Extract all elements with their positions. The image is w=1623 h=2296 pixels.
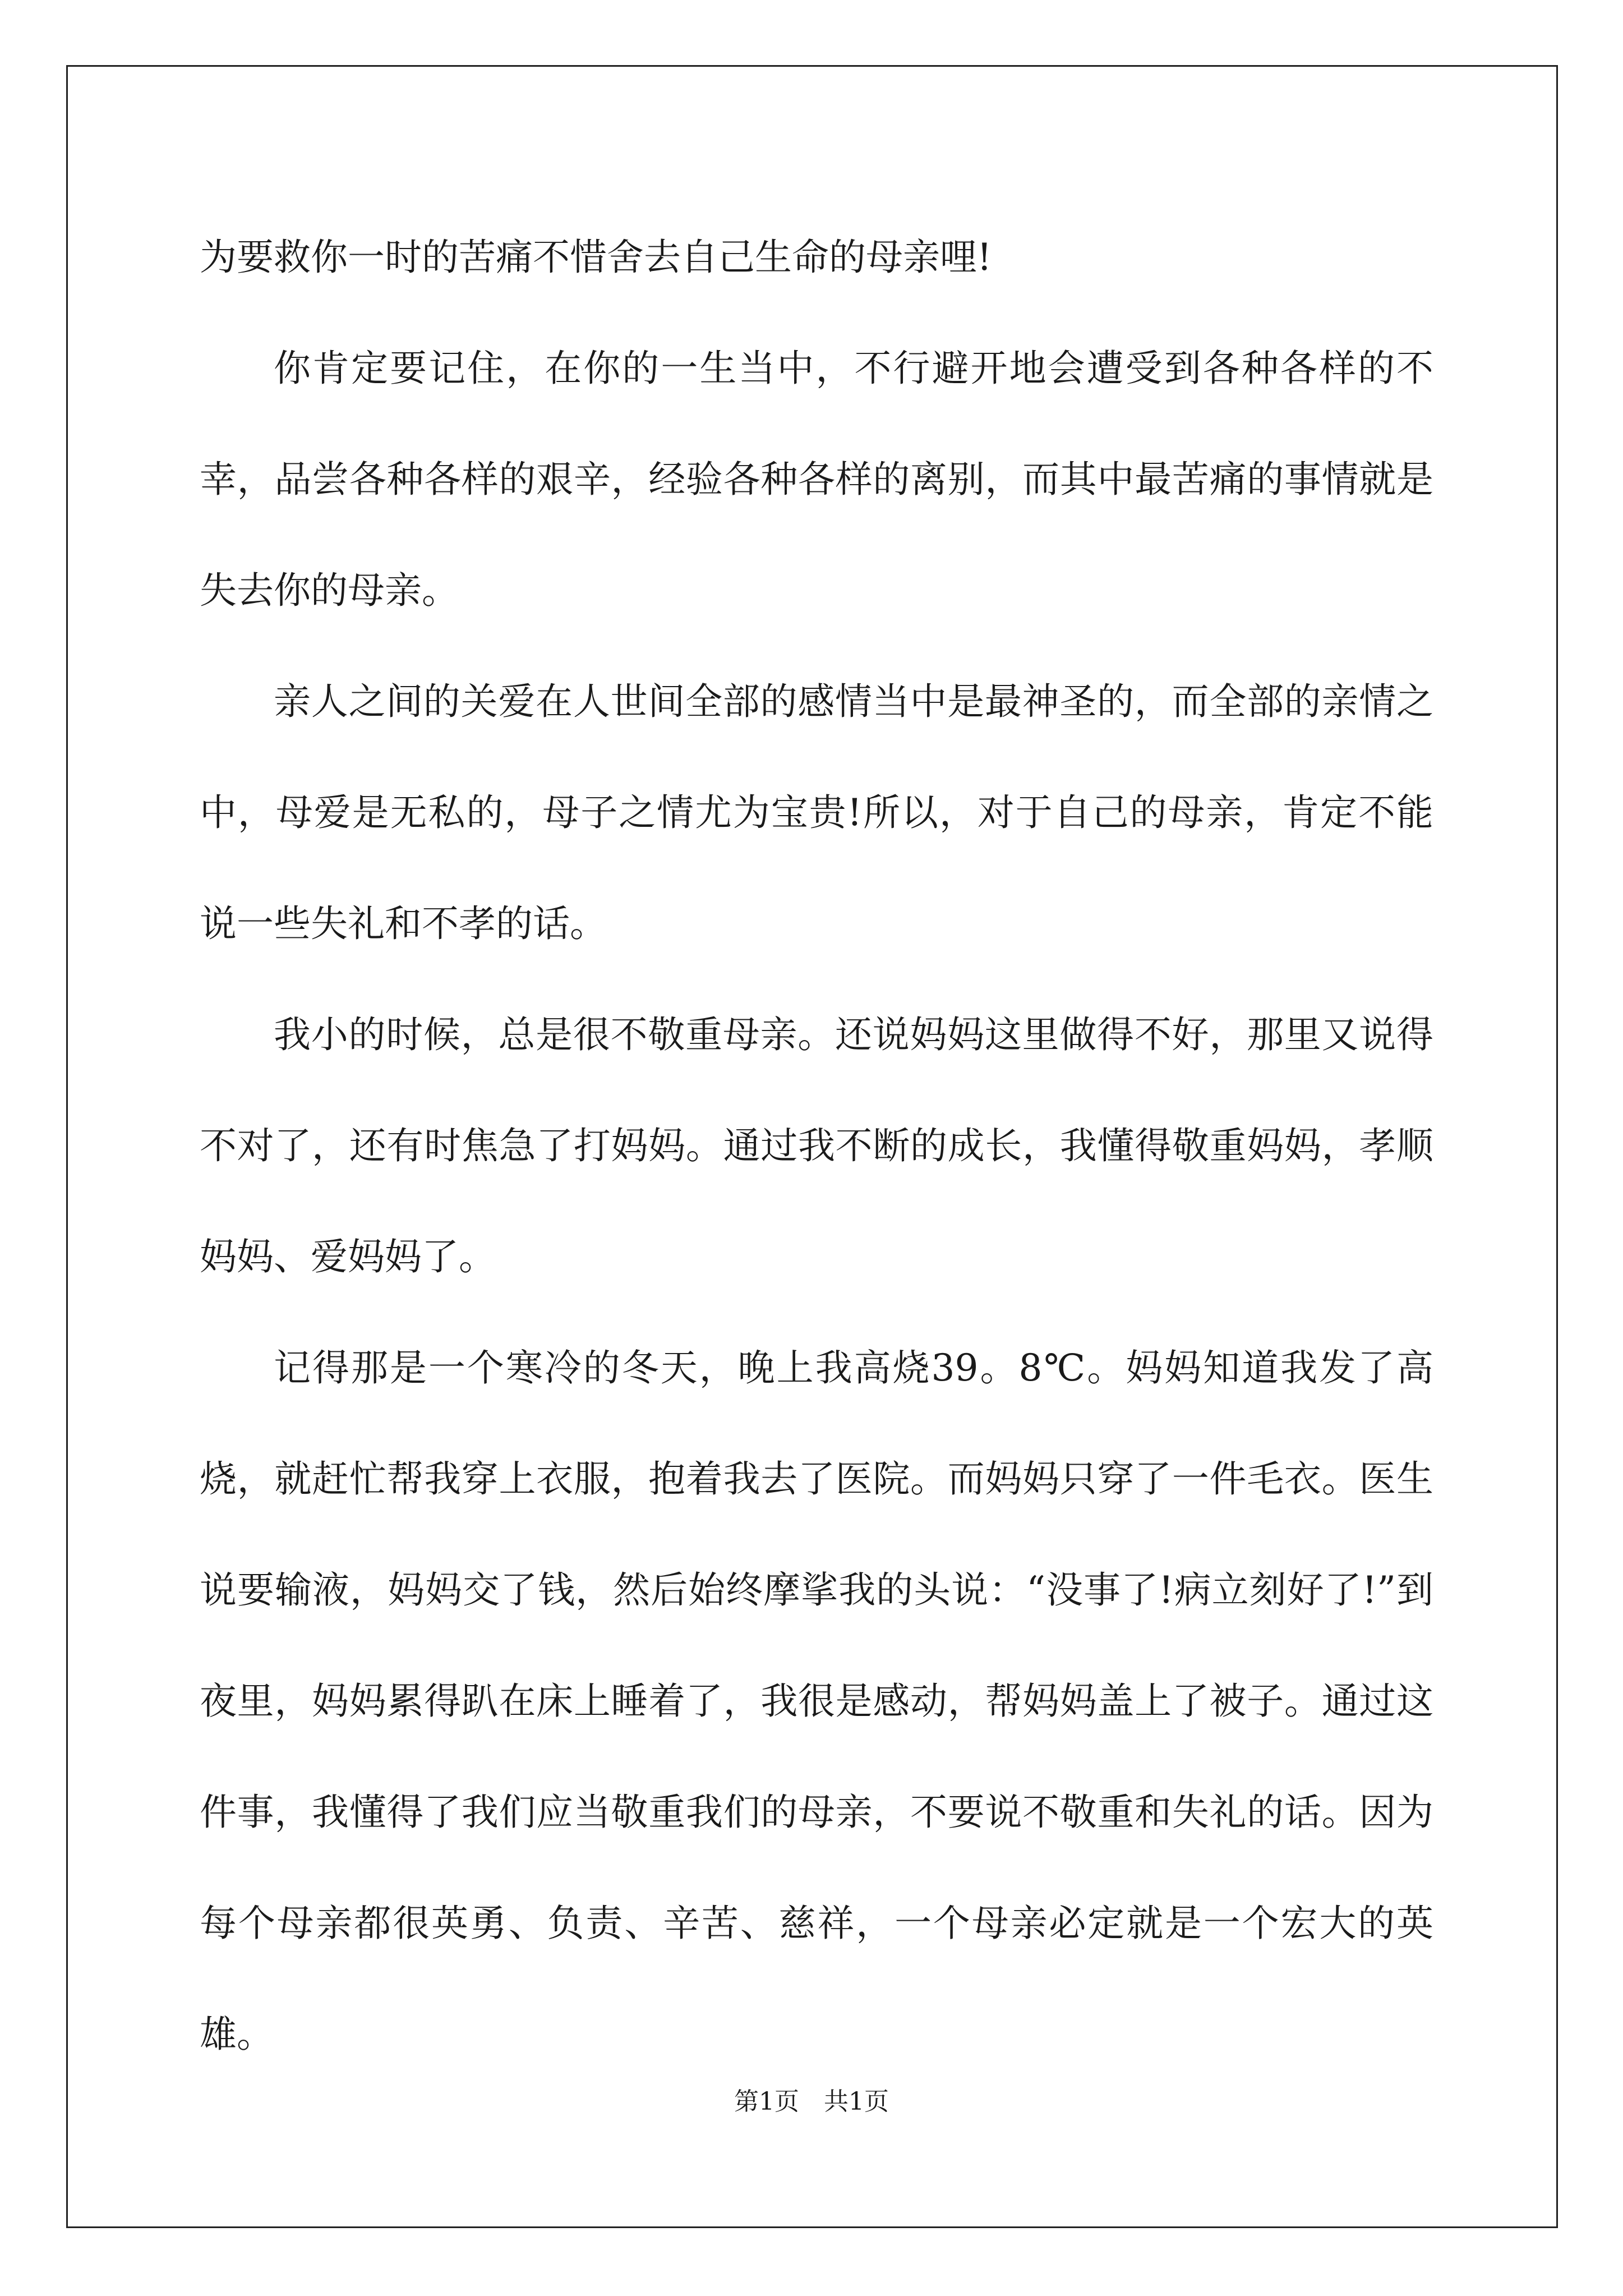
paragraph-5: 记得那是一个寒冷的冬天，晚上我高烧39。8℃。妈妈知道我发了高烧，就赶忙帮我穿上衣服，抱着我去了医院。而妈妈只穿了一件毛衣。医生说要输液，妈妈交了钱，然后始终摩挲我的头说：“没事了!病立刻好了!”到夜里，妈妈累得趴在床上睡着了，我很是感动，帮妈妈盖上了被子。通过这件事，我懂得了我们应当敬重我们的母亲，不要说不敬重和失礼的话。因为每个母亲都很英勇、负责、辛苦、慈祥，一个母亲必定就是一个宏大的英雄。	[200, 1346, 1433, 2056]
document-body	[200, 202, 1433, 2090]
paragraph-4: 我小的时候，总是很不敬重母亲。还说妈妈这里做得不好，那里又说得不对了，还有时焦急了打妈妈。通过我不断的成长，我懂得敬重妈妈，孝顺妈妈、爱妈妈了。	[200, 1013, 1433, 1278]
page-footer	[0, 2081, 1623, 2117]
page-number: 第1页 共1页	[734, 2087, 889, 2116]
paragraph-2: 你肯定要记住，在你的一生当中，不行避开地会遭受到各种各样的不幸，品尝各种各样的艰辛，经验各种各样的离别，而其中最苦痛的事情就是失去你的母亲。	[200, 347, 1433, 612]
paragraph-1: 为要救你一时的苦痛不惜舍去自己生命的母亲哩!	[200, 236, 992, 279]
paragraph-3: 亲人之间的关爱在人世间全部的感情当中是最神圣的，而全部的亲情之中，母爱是无私的，母子之情尤为宝贵!所以，对于自己的母亲，肯定不能说一些失礼和不孝的话。	[200, 680, 1433, 945]
